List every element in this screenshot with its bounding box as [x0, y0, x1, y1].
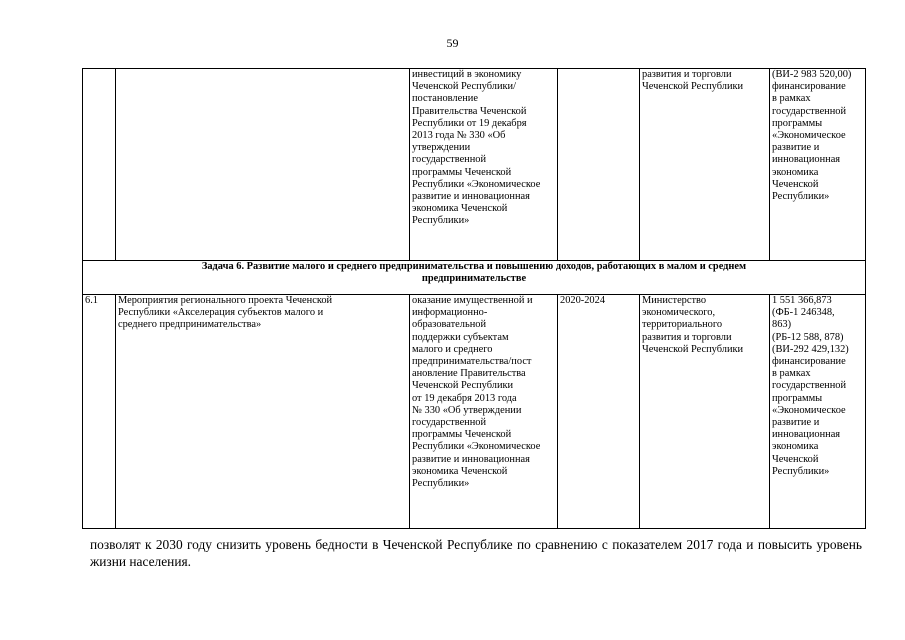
cell-text-line: Чеченской Республики [412, 380, 514, 392]
table-row-continued [83, 69, 866, 261]
cell-financing [770, 295, 866, 529]
cell-text-line: развития и торговли [642, 331, 732, 343]
cell-text-line: экономика Чеченской [412, 465, 508, 477]
cell-text-line: программы Чеченской [412, 166, 512, 178]
cell-text-line: в рамках [772, 93, 811, 105]
cell-text-line: 863) [772, 319, 792, 331]
cell-text-line: инновационная [772, 154, 841, 166]
cell-num: 6.1 [83, 295, 116, 529]
cell-text-line: финансирование [772, 356, 846, 368]
cell-num [83, 69, 116, 261]
cell-text-line: развитие и [772, 417, 820, 429]
cell-text-line: Республики» [412, 215, 470, 227]
cell-text-line: Чеченской Республики [642, 343, 744, 355]
cell-text-line: оказание имущественной и [412, 295, 533, 306]
cell-period [558, 69, 640, 261]
cell-text-line: предпринимательстве [421, 273, 527, 285]
cell-text-line: развитие и инновационная [412, 191, 530, 203]
measures-table [82, 68, 866, 529]
body-paragraph: позволят к 2030 году снизить уровень бедности в Чеченской Республике по сравнению с показателем 2017 года и повысить уровень жизни населения. [90, 537, 862, 569]
cell-text-line: экономического, [642, 307, 716, 319]
cell-text-line: образовательной [412, 319, 487, 331]
cell-text-line: экономика [772, 166, 819, 178]
cell-text-line: Мероприятия регионального проекта Чеченской [118, 295, 333, 306]
cell-text-line: программы [772, 392, 823, 404]
task-6-heading [83, 261, 866, 295]
cell-text-line: Республики «Экономическое [412, 441, 541, 453]
table-row-task-heading [83, 261, 866, 295]
cell-text-line: № 330 «Об утверждении [412, 404, 522, 416]
cell-legal-basis [410, 295, 558, 529]
cell-text-line: развитие и инновационная [412, 453, 530, 465]
cell-text-line: постановление [412, 93, 478, 105]
cell-text-line: среднего предпринимательства» [118, 319, 262, 331]
cell-text-line: 2013 года № 330 «Об [412, 130, 506, 142]
cell-text-line: Чеченской [772, 453, 819, 465]
cell-text-line: малого и среднего [412, 343, 493, 355]
cell-text-line: экономика [772, 441, 819, 453]
cell-text-line: Республики» [772, 191, 830, 203]
cell-text-line: Чеченской Республики [642, 81, 744, 93]
cell-legal-basis [410, 69, 558, 261]
cell-text-line: инновационная [772, 429, 841, 441]
cell-text-line: (ВИ-2 983 520,00) [772, 69, 852, 80]
cell-text-line: (РБ-12 588, 878) [772, 331, 844, 343]
cell-title [116, 295, 410, 529]
cell-text-line: государственной [412, 154, 487, 166]
cell-text-line: Республики» [772, 465, 830, 477]
cell-text-line: Республики «Экономическое [412, 178, 541, 190]
cell-executor [640, 69, 770, 261]
cell-text-line: (ВИ-292 429,132) [772, 343, 849, 355]
cell-text-line: информационно- [412, 307, 488, 319]
cell-text-line: (ФБ-1 246348, [772, 307, 835, 319]
cell-text-line: Правительства Чеченской [412, 105, 527, 117]
cell-executor [640, 295, 770, 529]
cell-text-line: Республики «Акселерация субъектов малого и [118, 307, 324, 319]
cell-text-line: утверждении [412, 142, 471, 154]
cell-text-line: государственной [412, 417, 487, 429]
cell-text-line: поддержки субъектам [412, 331, 509, 343]
cell-text-line: развития и торговли [642, 69, 732, 80]
cell-text-line: территориального [642, 319, 723, 331]
cell-text-line: инвестиций в экономику [412, 69, 522, 80]
page-number: 59 [446, 36, 459, 50]
cell-text-line: предпринимательства/пост [412, 356, 532, 368]
cell-text-line: финансирование [772, 81, 846, 93]
cell-text-line: Чеченской [772, 178, 819, 190]
cell-text-line: Чеченской Республики/ [412, 81, 517, 93]
cell-text-line: Задача 6. Развитие малого и среднего предпринимательства и повышению доходов, работающих в малом и среднем [201, 261, 747, 272]
cell-text-line: Министерство [642, 295, 707, 306]
cell-text-line: Республики от 19 декабря [412, 117, 527, 129]
cell-text-line: «Экономическое [772, 404, 846, 416]
cell-text-line: развитие и [772, 142, 820, 154]
cell-text-line: программы Чеченской [412, 429, 512, 441]
cell-text-line: программы [772, 117, 823, 129]
cell-period: 2020-2024 [558, 295, 640, 529]
cell-text-line: 1 551 366,873 [772, 295, 832, 306]
cell-text-line: государственной [772, 380, 847, 392]
cell-financing [770, 69, 866, 261]
cell-text-line: Республики» [412, 478, 470, 490]
cell-text-line: экономика Чеченской [412, 203, 508, 215]
cell-title [116, 69, 410, 261]
cell-text-line: «Экономическое [772, 130, 846, 142]
cell-text-line: государственной [772, 105, 847, 117]
table-row-6-1 [83, 295, 866, 529]
cell-text-line: в рамках [772, 368, 811, 380]
cell-text-line: от 19 декабря 2013 года [412, 392, 517, 404]
cell-text-line: ановление Правительства [412, 368, 526, 380]
